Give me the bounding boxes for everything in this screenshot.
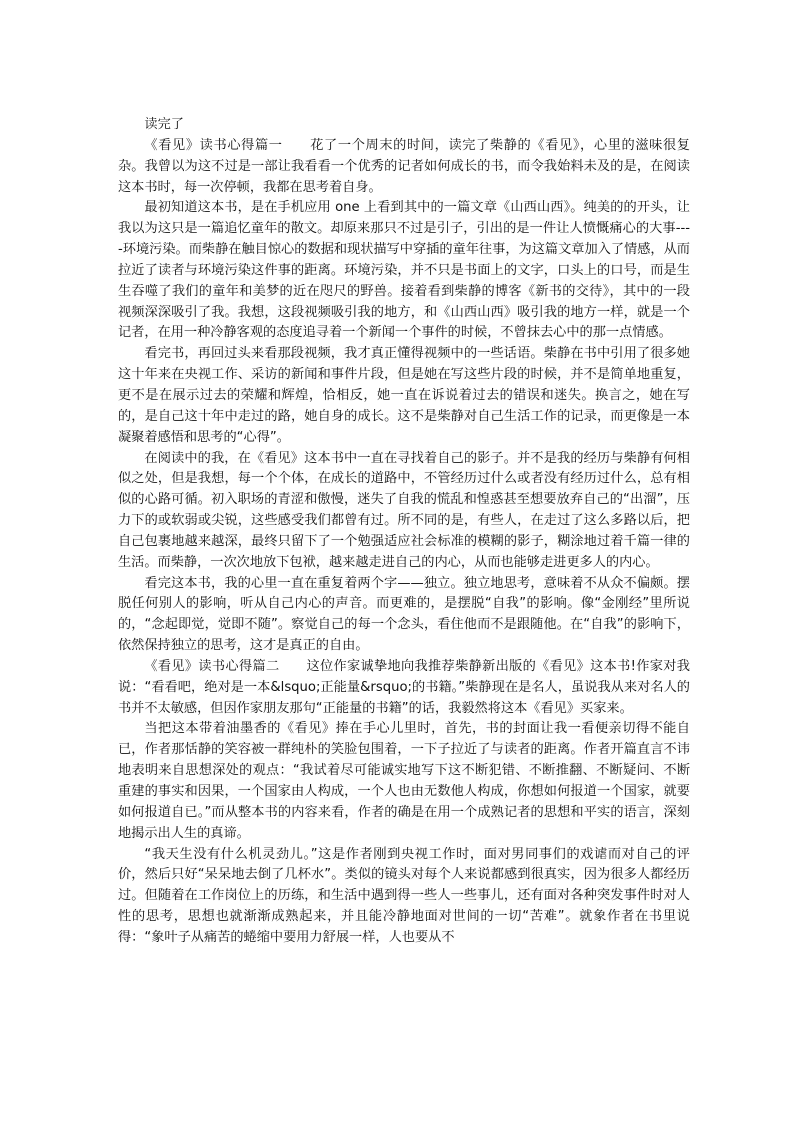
paragraph-first-encounter: 最初知道这本书，是在手机应用 one 上看到其中的一篇文章《山西山西》。纯美的的开头，让我以为这只是一篇追忆童年的散文。却原来那只不过是引子，引出的是一件让人愤慨痛心的大事----环境污染。而柴静在触目惊心的数据和现状描写中穿插的童年往事，为这篇文章加入了情感，从而拉近了读者与环境污染这件事的距离。环境污染，并不只是书面上的文字，口头上的口号，而是生生吞噬了我们的童年和美梦的近在咫尺的野兽。接着看到柴静的博客《新书的交待》，其中的一段视频深深吸引了我。我想，这段视频吸引我的地方，和《山西山西》吸引我的地方一样，就是一个记者，在用一种冷静客观的态度追寻着一个新闻一个事件的时候，不曾抹去心中的那一点情感。 [118,200,690,341]
paragraph-growth: “我天生没有什么机灵劲儿。”这是作者刚到央视工作时，面对男同事们的戏谑而对自己的评价，然后只好“呆呆地去倒了几杯水”。类似的镜头对每个人来说都感到很真实，因为很多人都经历过。但随着在工作岗位上的历练，和生活中遇到得一些人一些事儿，还有面对各种突发事件时对人性的思考，思想也就渐渐成熟起来，并且能冷静地面对世间的一切“苦难”。就象作者在书里说得：“象叶子从痛苦的蜷缩中要用力舒展一样，人也要从不 [118,846,690,945]
paragraph-independence: 看完这本书，我的心里一直在重复着两个字——独立。独立地思考，意味着不从众不偏颇。摆脱任何别人的影响，听从自己内心的声音。而更难的，是摆脱“自我”的影响。像“金刚经”里所说的，“念起即觉，觉即不随”。察觉自己的每一个念头，看住他而不是跟随他。在“自我”的影响下，依然保持独立的思考，这才是真正的自由。 [118,575,690,654]
paragraph-self-reflection: 在阅读中的我，在《看见》这本书中一直在寻找着自己的影子。并不是我的经历与柴静有何相似之处，但是我想，每一个个体，在成长的道路中，不管经历过什么或者没有经历过什么，总有相似的心路可循。初入职场的青涩和傲慢，迷失了自我的慌乱和惶惑甚至想要放弃自己的“出溜”，压力下的或软弱或尖锐，这些感受我们都曾有过。所不同的是，有些人，在走过了这么多路以后，把自己包裹地越来越深，最终只留下了一个勉强适应社会标准的模糊的影子，糊涂地过着千篇一律的生活。而柴静，一次次地放下包袱，越来越走进自己的内心，从而也能够走进更多人的内心。 [118,450,690,570]
paragraph-intro: 读完了 [144,117,184,132]
paragraph-book-cover: 当把这本带着油墨香的《看见》捧在手心儿里时，首先，书的封面让我一看便亲切得不能自已，作者那恬静的笑容被一群纯朴的笑脸包围着，一下子拉近了与读者的距离。作者开篇直言不讳地表明来自思想深处的观点：“我试着尽可能诚实地写下这不断犯错、不断推翻、不断疑问、不断重建的事实和因果，一个国家由人构成，一个人也由无数他人构成，你想如何报道一个国家，就要如何报道自已。”而从整本书的内容来看，作者的确是在用一个成熟记者的思想和平实的语言，深刻地揭示出人生的真谛。 [118,721,691,841]
document-body [118,115,690,949]
paragraph-review-one-opening: 《看见》读书心得篇一 花了一个周末的时间，读完了柴静的《看见》，心里的滋味很复杂。我曾以为这不过是一部让我看看一个优秀的记者如何成长的书，而令我始料未及的是，在阅读这本书时，每一次停顿，我都在思考着自身。 [118,137,690,195]
paragraph-review-two-opening: 《看见》读书心得篇二 这位作家诚挚地向我推荐柴静新出版的《看见》这本书!作家对我说：“看看吧，绝对是一本&lsquo;正能量&rsquo;的书籍。”柴静现在是名人，虽说我从来对名人的书并不太敏感，但因作家朋友那句“正能量的书籍”的话，我毅然将这本《看见》买家来。 [118,658,690,716]
paragraph-after-reading: 看完书，再回过头来看那段视频，我才真正懂得视频中的一些话语。柴静在书中引用了很多她这十年来在央视工作、采访的新闻和事件片段，但是她在写这些片段的时候，并不是简单地重复，更不是在展示过去的荣耀和辉煌，恰相反，她一直在诉说着过去的错误和迷失。换言之，她在写的，是自己这十年中走过的路，她自身的成长。这不是柴静对自己生活工作的记录，而更像是一本凝聚着感悟和思考的“心得”。 [118,346,690,445]
